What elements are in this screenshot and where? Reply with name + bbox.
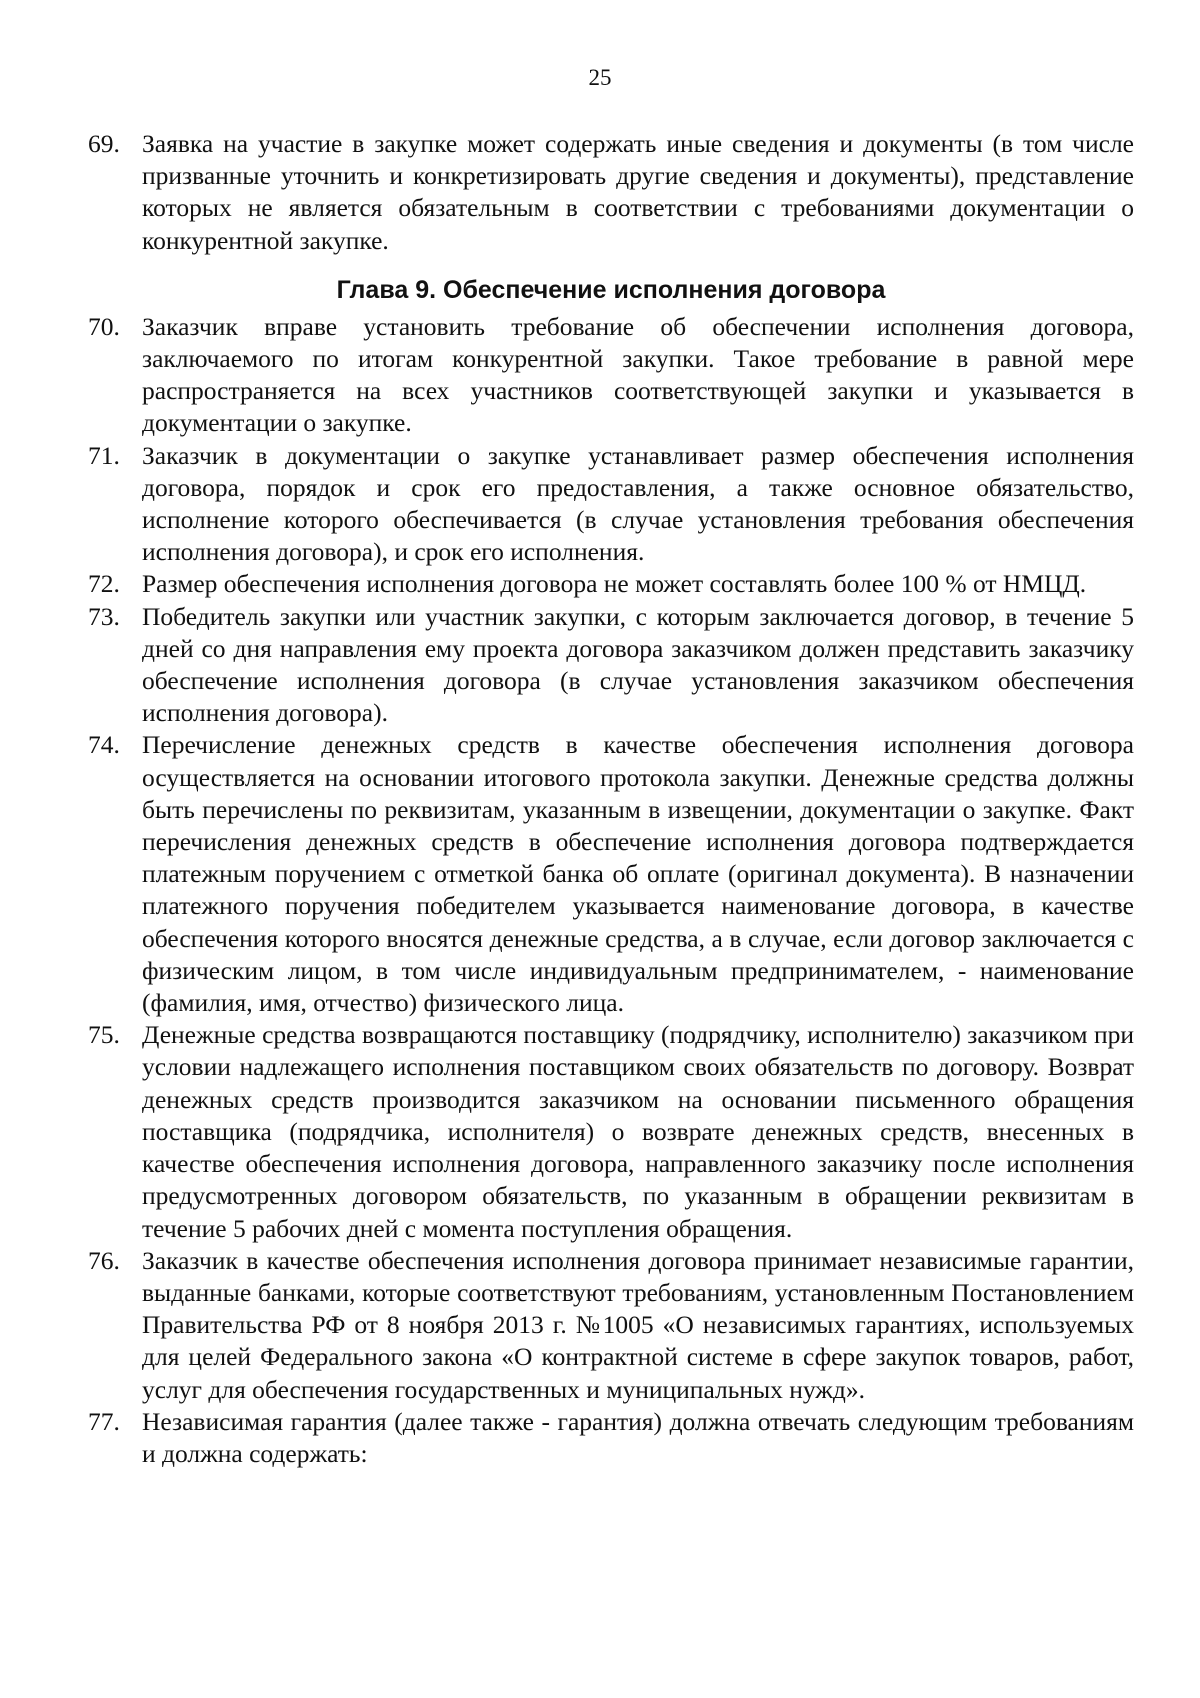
chapter-heading: Глава 9. Обеспечение исполнения договора [336, 275, 886, 304]
item-text: Победитель закупки или участник закупки, с которым заключается договор, в течение 5 дней со дня направления ему проекта договора заказчиком должен представить заказчику обеспечение исполнения договора (в случае установления заказчиком обеспечения исполнения договора). [142, 601, 1134, 728]
item-number: 72. [88, 569, 120, 599]
item-text: Заказчик в качестве обеспечения исполнения договора принимает независимые гарантии, выданные банками, которые соответствуют требованиям, установленным Постановлением Правительства РФ от 8 ноября 2013 г. №1005 «О независимых гарантиях, используемых для целей Федерального закона «О контрактной системе в сфере закупок товаров, работ, услуг для обеспечения государственных и муниципальных нужд». [142, 1245, 1134, 1404]
page-number: 25 [588, 65, 612, 90]
item-text: Размер обеспечения исполнения договора не может составлять более 100 % от НМЦД. [142, 569, 1087, 599]
document-body [88, 128, 1134, 1470]
item-number: 76. [88, 1245, 120, 1275]
list-item-70 [88, 311, 1134, 440]
item-text: Перечисление денежных средств в качестве обеспечения исполнения договора осуществляется на основании итогового протокола закупки. Денежные средства должны быть перечислены по реквизитам, указанным в извещении, документации о закупке. Факт перечисления денежных средств в обеспечение исполнения договора подтверждается платежным поручением с отметкой банка об оплате (оригинал документа). В назначении платежного поручения победителем указывается наименование договора, в качестве обеспечения которого вносятся денежные средства, а в случае, если договор заключается с физическим лицом, в том числе индивидуальным предпринимателем, - наименование (фамилия, имя, отчество) физического лица. [142, 730, 1134, 1018]
item-text: Заказчик вправе установить требование об обеспечении исполнения договора, заключаемого по итогам конкурентной закупки. Такое требование в равной мере распространяется на всех участников соответствующей закупки и указывается в документации о закупке. [142, 311, 1134, 438]
item-number: 74. [88, 730, 120, 760]
list-item-72 [88, 568, 1134, 600]
item-number: 77. [88, 1406, 120, 1436]
item-text: Заявка на участие в закупке может содержать иные сведения и документы (в том числе призванные уточнить и конкретизировать другие сведения и документы), представление которых не является обязательным в соответствии с требованиями документации о конкурентной закупке. [142, 129, 1134, 255]
list-item-75 [88, 1019, 1134, 1244]
item-number: 70. [88, 311, 120, 341]
item-number: 71. [88, 440, 120, 470]
item-number: 69. [88, 129, 120, 158]
list-item-73 [88, 601, 1134, 730]
list-item-76 [88, 1245, 1134, 1406]
item-text: Денежные средства возвращаются поставщику (подрядчику, исполнителю) заказчиком при условии надлежащего исполнения поставщиком своих обязательств по договору. Возврат денежных средств производится заказчиком на основании письменного обращения поставщика (подрядчика, исполнителя) о возврате денежных средств, внесенных в качестве обеспечения исполнения договора, направленного заказчику после исполнения предусмотренных договором обязательств, по указанным в обращении реквизитам в течение 5 рабочих дней с момента поступления обращения. [142, 1020, 1134, 1243]
item-number: 75. [88, 1020, 120, 1050]
item-text: Заказчик в документации о закупке устанавливает размер обеспечения исполнения договора, порядок и срок его предоставления, а также основное обязательство, исполнение которого обеспечивается (в случае установления требования обеспечения исполнения договора), и срок его исполнения. [142, 440, 1134, 567]
list-item-77 [88, 1406, 1134, 1470]
list-item-69 [88, 128, 1134, 257]
list-item-71 [88, 440, 1134, 569]
item-text: Независимая гарантия (далее также - гарантия) должна отвечать следующим требованиям и должна содержать: [142, 1406, 1134, 1468]
list-item-74 [88, 729, 1134, 1019]
item-number: 73. [88, 601, 120, 631]
